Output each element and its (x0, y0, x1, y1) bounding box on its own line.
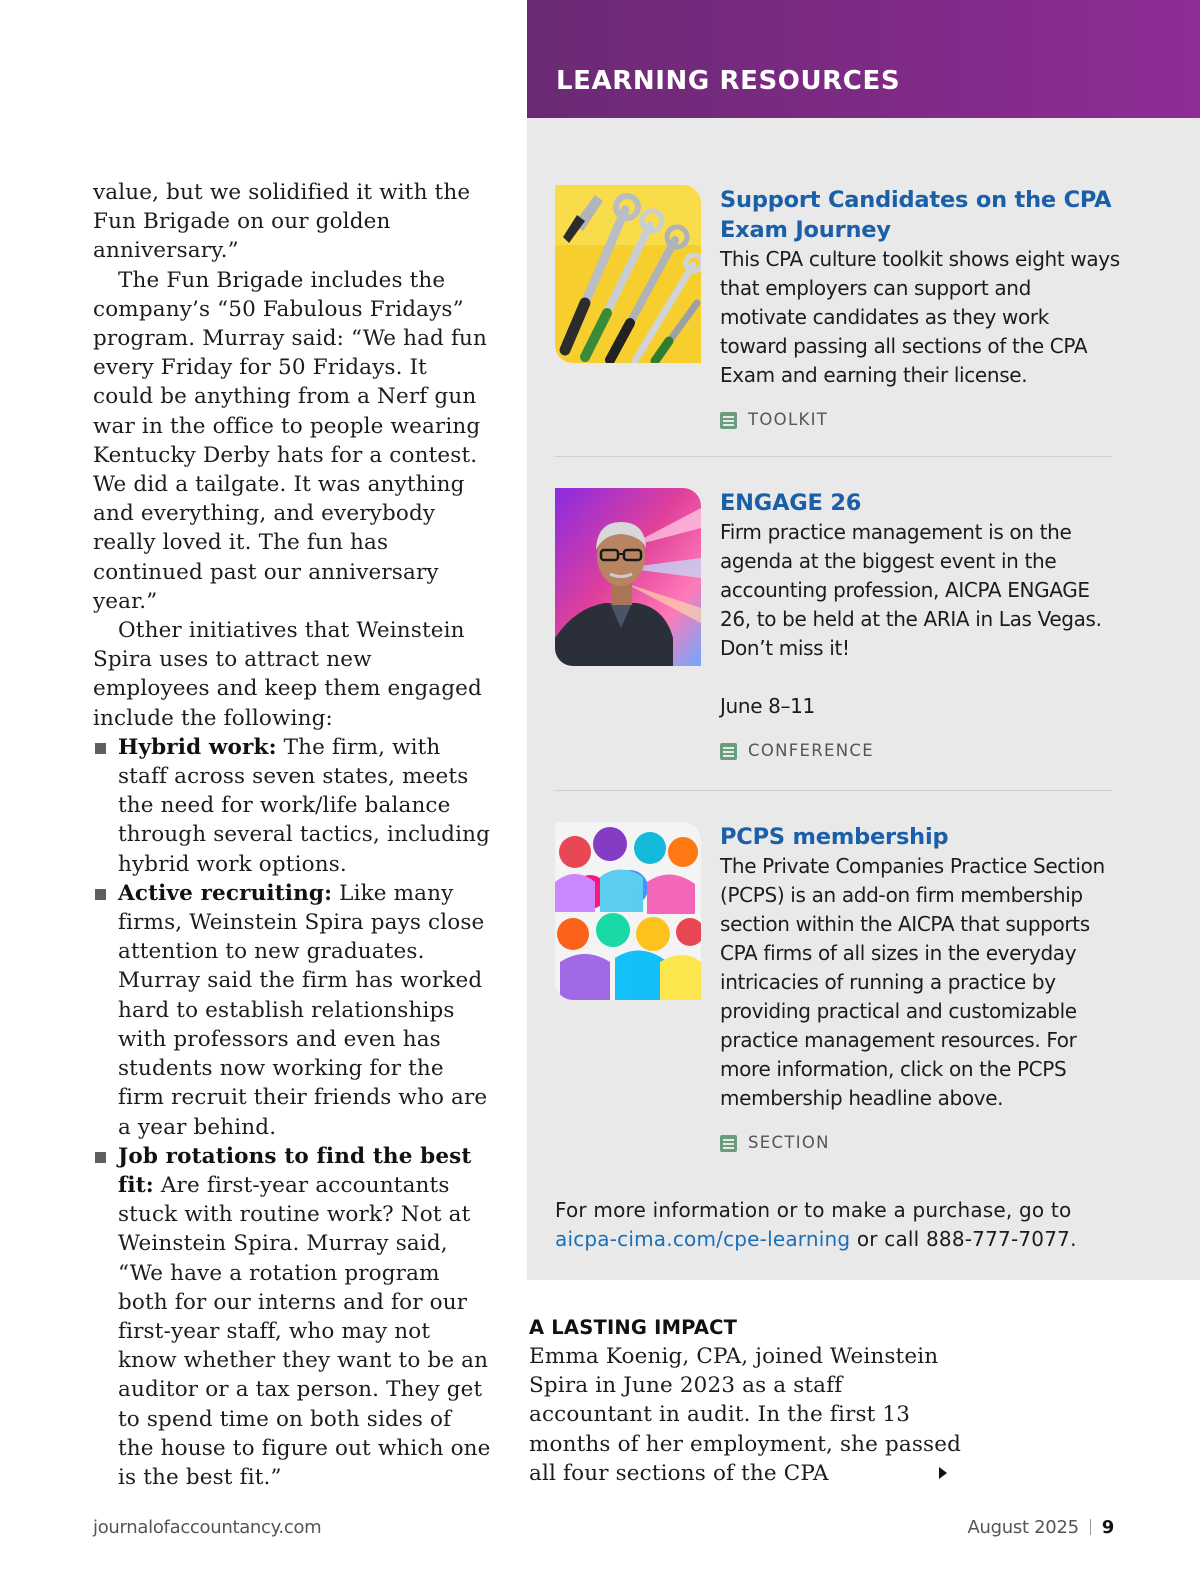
resource-tag (720, 1131, 1120, 1155)
cpe-learning-link[interactable]: aicpa-cima.com/cpe-learning (555, 1227, 851, 1251)
tools-illustration (555, 185, 701, 363)
bullet-text: Like many firms, Weinstein Spira pays close attention to new graduates. Murray said the firm has worked hard to establish relationships with professors and even has students now working for the firm recruit their friends who are a year behind. (118, 880, 488, 1140)
initiatives-list (93, 733, 493, 1492)
bullet-lead: Hybrid work: (118, 734, 277, 760)
document-icon (720, 1135, 737, 1152)
footer-phone-text: or call 888-777-7077. (850, 1227, 1077, 1251)
page-info (968, 1517, 1114, 1538)
resource-tag-label: SECTION (748, 1133, 830, 1152)
divider (555, 456, 1112, 457)
resource-description: Firm practice management is on the agenda at the biggest event in the accounting profession, AICPA ENGAGE 26, to be held at the ARIA in Las Vegas. Don’t miss it! (720, 520, 1102, 660)
page-number: 9 (1101, 1517, 1114, 1538)
panel-title: LEARNING RESOURCES (556, 66, 901, 96)
resource-item-section (555, 822, 1115, 1162)
article-paragraph: Emma Koenig, CPA, joined Weinstein Spira in June 2023 as a staff accountant in audit. In the first 13 months of her employment, she passed all four sections of the CPA (529, 1344, 962, 1486)
resource-tag-label: TOOLKIT (748, 410, 829, 429)
resource-text (720, 822, 1120, 1155)
site-url: journalofaccountancy.com (93, 1517, 322, 1538)
list-item (93, 879, 493, 1142)
resource-tag (720, 408, 1120, 432)
panel-header (527, 0, 1200, 118)
article-paragraph: Other initiatives that Weinstein Spira uses to attract new employees and keep them engaged include the following: (93, 618, 482, 731)
tools-image (555, 185, 701, 363)
document-icon (720, 412, 737, 429)
divider (555, 790, 1112, 791)
resource-text (720, 488, 1120, 763)
event-date: June 8–11 (720, 694, 815, 718)
issue-date: August 2025 (967, 1517, 1079, 1538)
speaker-photo (555, 488, 701, 666)
separator (1090, 1519, 1091, 1535)
square-bullet-icon (95, 1152, 106, 1163)
resource-title-link[interactable]: Support Candidates on the CPA Exam Journey (720, 187, 1112, 243)
speaker-illustration (555, 488, 701, 666)
resource-tag (720, 739, 1120, 763)
resource-tag-label: CONFERENCE (748, 741, 874, 760)
bullet-lead: Active recruiting: (118, 880, 333, 906)
learning-resources-panel (527, 0, 1200, 1280)
resource-description: The Private Companies Practice Section (PCPS) is an add-on firm membership section within the AICPA that supports CPA firms of all sizes in the everyday intricacies of running a practice by providing practical and customizable practice management resources. For more information, click on the PCPS membership headline above. (720, 854, 1105, 1110)
article-paragraph: value, but we solidified it with the Fun Brigade on our golden anniversary.” (93, 180, 471, 264)
panel-footer (555, 1196, 1175, 1254)
article-paragraph: The Fun Brigade includes the company’s “50 Fabulous Fridays” program. Murray said: “We had fun every Friday for 50 Fridays. It could be anything from a Nerf gun war in the office to people wearing Kentucky Derby hats for a contest. We did a tailgate. It was anything and everything, and everybody really loved it. The fun has continued past our anniversary year.” (93, 267, 488, 614)
document-icon (720, 743, 737, 760)
square-bullet-icon (95, 743, 106, 754)
resource-title-link[interactable]: PCPS membership (720, 824, 949, 850)
square-bullet-icon (95, 889, 106, 900)
resource-title-link[interactable]: ENGAGE 26 (720, 490, 862, 516)
resource-description: This CPA culture toolkit shows eight ways that employers can support and motivate candidates as they work toward passing all sections of the CPA Exam and earning their license. (720, 247, 1120, 387)
resource-item-conference (555, 488, 1115, 768)
list-item (93, 733, 493, 879)
silhouettes-image (555, 822, 701, 1000)
resource-text (720, 185, 1120, 432)
bullet-text: The firm, with staff across seven states, meets the need for work/life balance through several tactics, including hybrid work options. (118, 734, 491, 877)
bullet-text: Are first-year accountants stuck with routine work? Not at Weinstein Spira. Murray said, “We have a rotation program both for our interns and for our first-year staff, who may not know whether they want to be an auditor or a tax person. They get to spend time on both sides of the house to figure out which one is the best fit.” (118, 1172, 491, 1490)
list-item (93, 1142, 493, 1492)
bullet-lead: Job rotations to find the best fit: (118, 1143, 472, 1198)
silhouettes-illustration (555, 822, 701, 1000)
lasting-impact-section (529, 1314, 969, 1488)
article-left-column (93, 178, 493, 1492)
continue-arrow-icon (939, 1467, 947, 1479)
section-heading: A LASTING IMPACT (529, 1316, 738, 1339)
footer-text: For more information or to make a purchase, go to (555, 1198, 1072, 1222)
resource-item-toolkit (555, 185, 1120, 435)
